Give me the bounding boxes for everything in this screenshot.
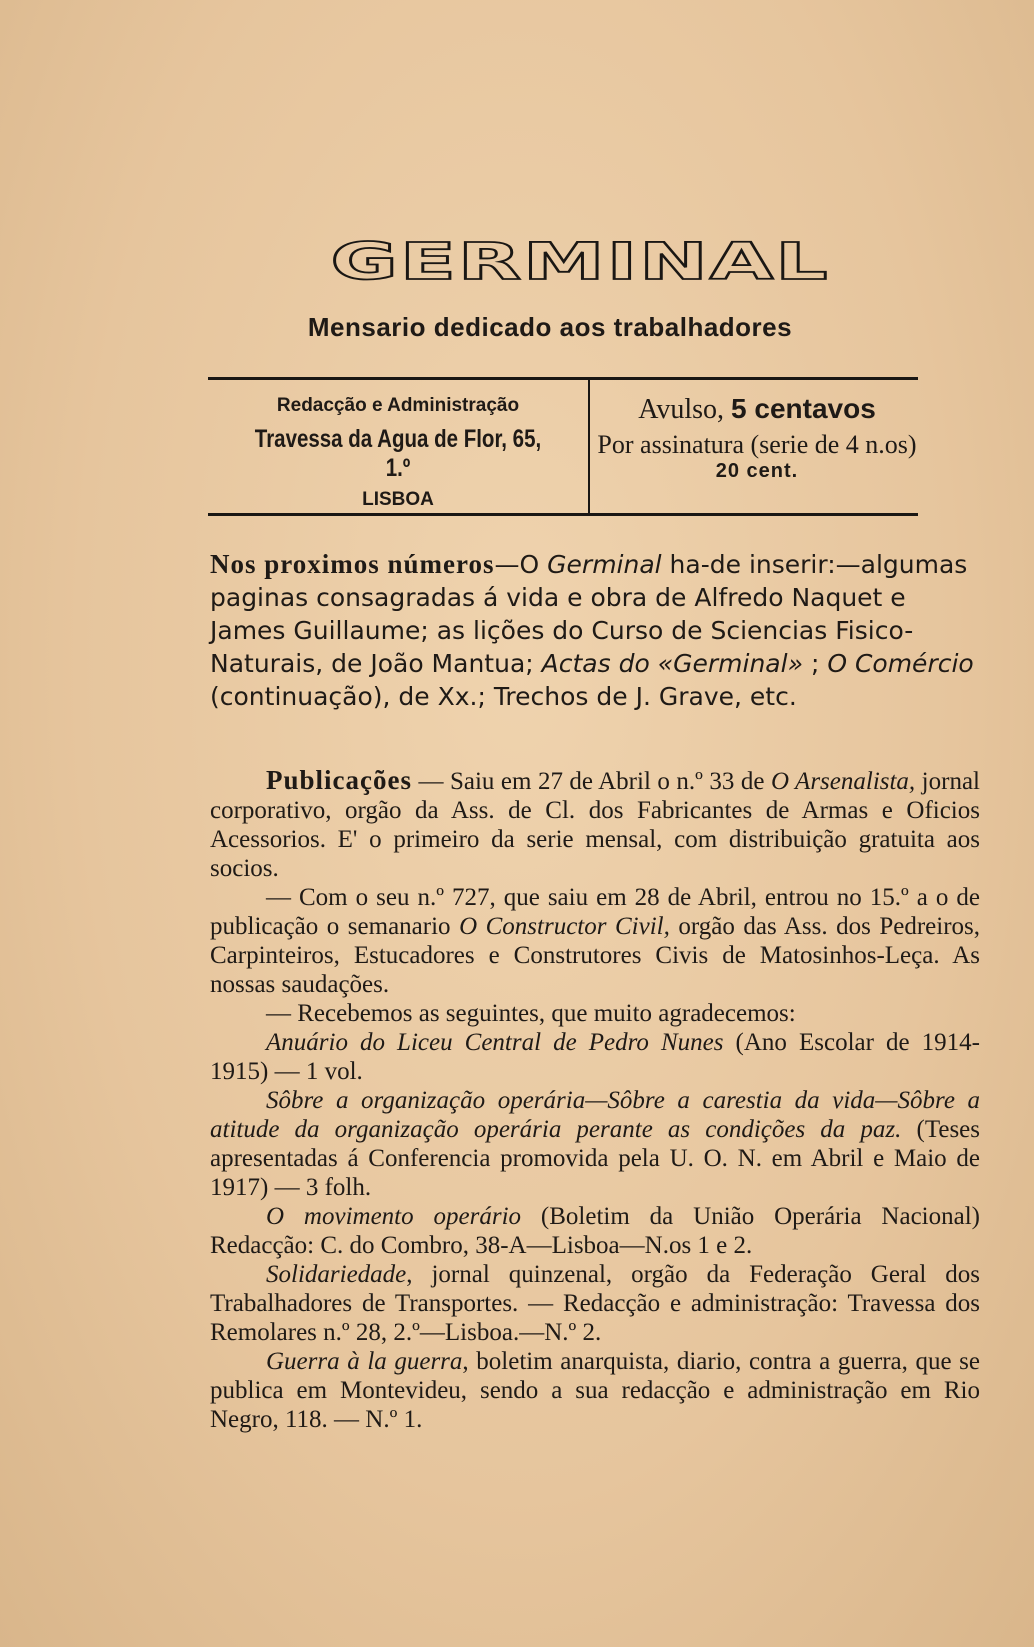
administration-address: Travessa da Agua de Flor, 65, 1.º: [254, 425, 542, 482]
header-top-rule: [208, 377, 918, 380]
text-run: (Boletim da União Operária Nacional) Redacção: C. do Combro, 38-A—Lisboa—N.os 1 e 2.: [210, 1203, 980, 1259]
masthead-subtitle: Mensario dedicado aos trabalhadores: [307, 312, 793, 342]
publication-paragraph: [210, 1347, 980, 1434]
italic-run: Germinal: [547, 550, 662, 579]
text-run: —O: [494, 550, 548, 579]
italic-run: Anuário do Liceu Central de Pedro Nunes: [266, 1029, 724, 1056]
publications-section: [210, 766, 980, 1434]
publication-paragraph: [210, 883, 980, 999]
publication-paragraph: [210, 1260, 980, 1347]
publication-paragraph: [210, 1202, 980, 1260]
text-run: ;: [803, 649, 828, 678]
italic-run: Guerra à la guerra: [266, 1348, 463, 1375]
text-run: — Saiu em 27 de Abril o n.º 33 de: [412, 768, 771, 795]
italic-run: Solidariedade: [266, 1261, 407, 1288]
text-run: , jornal quinzenal, orgão da Federação Geral dos Trabalhadores de Transportes. — Redacção e administração: Travessa dos Remolares n.º 28, 2.º—Lisboa.—N.º 2.: [210, 1261, 980, 1346]
text-run: (Ano Escolar de 1914-1915) — 1 vol.: [210, 1029, 980, 1085]
italic-run: O Constructor Civil,: [459, 913, 670, 940]
next-issues-heading: Nos proximos números: [210, 549, 495, 579]
administration-label: Redacção e Administração: [276, 395, 520, 416]
pricing-box: [592, 393, 922, 483]
administration-box: [208, 395, 588, 511]
italic-run: O Comércio: [827, 649, 974, 678]
publication-paragraph: [210, 766, 980, 883]
single-price-value: 5 centavos: [731, 393, 876, 424]
text-run: (Teses apresentadas á Conferencia promovida pela U. O. N. em Abril e Maio de 1917) — 3 folh.: [210, 1116, 980, 1201]
text-run: (continuação), de Xx.; Trechos de J. Grave, etc.: [210, 682, 797, 711]
administration-city: LISBOA: [362, 489, 434, 510]
subscription-price-label: Por assinatura (serie de 4 n.os): [597, 430, 917, 459]
single-price: [592, 393, 922, 426]
publication-paragraph: — Recebemos as seguintes, que muito agradecemos:: [266, 1000, 796, 1027]
italic-run: O movimento operário: [266, 1203, 522, 1230]
text-run: jornal corporativo, orgão da Ass. de Cl. dos Fabricantes de Armas e Oficios Acessorios. E' o primeiro da serie mensal, com distribuição gratuita aos socios.: [210, 768, 980, 882]
publication-paragraph: [210, 1028, 980, 1086]
single-price-label: Avulso,: [638, 394, 732, 425]
italic-run: Sôbre a organização operária—Sôbre a carestia da vida—Sôbre a atitude da organização operária perante as condições da paz.: [210, 1087, 980, 1143]
publication-paragraph: [210, 1086, 980, 1202]
text-run: , boletim anarquista, diario, contra a guerra, que se publica em Montevideu, sendo a sua redacção e administração em Rio Negro, 118. — N.º 1.: [210, 1348, 980, 1433]
masthead-title: GERMINAL: [330, 232, 830, 292]
italic-run: O Arsenalista,: [770, 768, 916, 795]
text-run: ha-de inserir:—algumas paginas consagradas á vida e obra de Alfredo Naquet e James Guillaume; as lições do Curso de Sciencias Fisico-Naturais, de João Mantua;: [210, 550, 968, 678]
subscription-price-value: 20 cent.: [715, 460, 799, 482]
next-issues-notice: [210, 548, 980, 713]
header-divider: [588, 380, 590, 513]
text-run: orgão das Ass. dos Pedreiros, Carpinteiros, Estucadores e Construtores Civis de Matosinhos-Leça. As nossas saudações.: [210, 913, 981, 998]
publications-heading: Publicações: [266, 765, 412, 795]
italic-run: Actas do «Germinal»: [541, 649, 803, 678]
header-bottom-rule: [208, 513, 918, 516]
text-run: — Com o seu n.º 727, que saiu em 28 de Abril, entrou no 15.º a o de publicação o semanario: [210, 884, 980, 940]
